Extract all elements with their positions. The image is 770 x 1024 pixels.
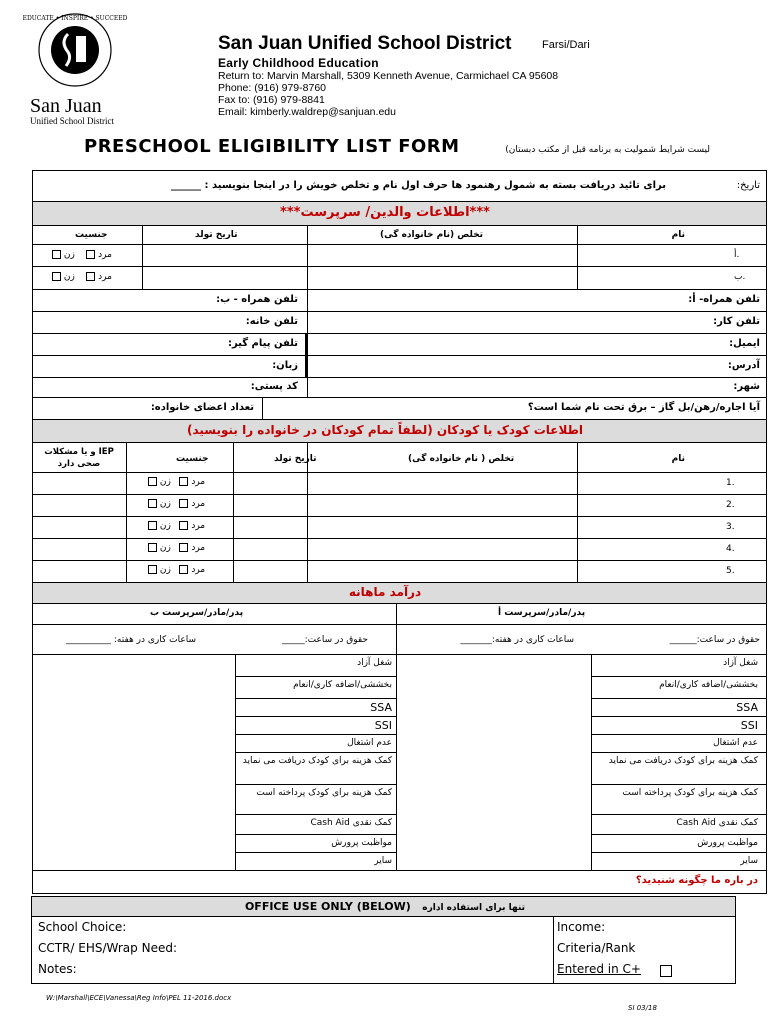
child-gender: مرد زن [148, 543, 205, 553]
parent-b-income-label: پدر/مادر/سرپرست ب [150, 608, 244, 618]
female-checkbox[interactable] [148, 521, 157, 530]
col-dob: تاریخ تولد [195, 230, 238, 240]
child-col-gender: جنسیت [176, 454, 209, 464]
female-checkbox[interactable] [52, 250, 61, 259]
office-heading: OFFICE USE ONLY (BELOW) تنها برای استفاده اداره [244, 900, 526, 913]
notes-label: Notes: [38, 962, 77, 976]
work-phone-label: تلفن کار: [713, 316, 760, 327]
child-col-dob: تاریخ تولد [274, 454, 317, 464]
child-row-number: 2. [726, 500, 735, 510]
income-a-row: بخششی/اضافه کاری/انعام [659, 680, 758, 690]
child-col-lastname: تخلص ( نام خانواده گی) [408, 454, 515, 464]
income-a-row: سایر [740, 856, 758, 866]
female-checkbox[interactable] [52, 272, 61, 281]
address-label: آدرس: [727, 360, 760, 371]
income-b-row: SSI [374, 719, 392, 732]
income-a-row: کمک هزینه برای کودک دریافت می نماید [608, 756, 758, 766]
seal-icon [22, 12, 128, 92]
income-a-row: شغل آزاد [723, 658, 758, 668]
email: Email: kimberly.waldrep@sanjuan.edu [218, 106, 396, 118]
child-gender: مرد زن [148, 477, 205, 487]
logo-subname: Unified School District [30, 116, 114, 126]
return-address: Return to: Marvin Marshall, 5309 Kenneth Avenue, Carmichael CA 95608 [218, 70, 559, 82]
wage-b: حقوق در ساعت:_____ [282, 635, 368, 645]
income-b-row: سایر [374, 856, 392, 866]
date-label: تاریخ: [736, 180, 760, 191]
child-gender: مرد زن [148, 521, 205, 531]
wage-a: حقوق در ساعت:______ [669, 635, 760, 645]
home-phone-label: تلفن خانه: [245, 316, 298, 327]
male-checkbox[interactable] [179, 499, 188, 508]
male-checkbox[interactable] [179, 477, 188, 486]
form-code: SI 03/18 [628, 1004, 657, 1012]
male-checkbox[interactable] [86, 250, 95, 259]
child-gender: مرد زن [148, 565, 205, 575]
parent-row-b: ب. [734, 272, 746, 282]
col-name: نام [671, 230, 685, 240]
email-label: ایمیل: [729, 338, 760, 349]
col-gender: جنسیت [75, 230, 108, 240]
income-a-row: کمک هزینه برای کودک پرداخته است [622, 788, 758, 798]
phone: Phone: (916) 979-8760 [218, 82, 326, 94]
income-b-row: کمک هزینه برای کودک پرداخته است [256, 788, 392, 798]
city-label: شهر: [733, 381, 760, 392]
form-title: PRESCHOOL ELIGIBILITY LIST FORM [84, 136, 460, 157]
child-gender: مرد زن [148, 499, 205, 509]
income-b-row: کمک نقدی Cash Aid [310, 818, 392, 828]
income-b-row: عدم اشتغال [347, 738, 392, 748]
office-income-label: Income: [557, 920, 606, 934]
col-lastname: تخلص (نام خانواده گی) [380, 230, 484, 240]
female-checkbox[interactable] [148, 477, 157, 486]
male-checkbox[interactable] [179, 543, 188, 552]
hear-about-us: در باره ما چگونه شنیدید؟ [635, 875, 758, 886]
file-path: W:\Marshall\ECE\Vanessa\Reg Info\PEL 11-2016.docx [46, 994, 232, 1002]
parent-a-gender: مرد زن [52, 250, 112, 260]
male-checkbox[interactable] [86, 272, 95, 281]
child-col-iep: IEP و یا مشکلات صحی دارد [44, 447, 114, 469]
school-choice-label: School Choice: [38, 920, 127, 934]
children-heading: اطلاعات کودک یا کودکان (لطفاً تمام کودکان در خانواده را بنویسید) [186, 423, 584, 437]
income-b-row: شغل آزاد [357, 658, 392, 668]
parents-heading: ***اطلاعات والدین/ سرپرست*** [280, 205, 490, 220]
program-name: Early Childhood Education [218, 56, 379, 70]
district-title: San Juan Unified School District [218, 33, 512, 54]
male-checkbox[interactable] [179, 565, 188, 574]
entered-label: Entered in C+ [557, 962, 641, 976]
language-label: Farsi/Dari [542, 39, 590, 51]
cctr-label: CCTR/ EHS/Wrap Need: [38, 941, 177, 955]
child-row-number: 3. [726, 522, 735, 532]
district-logo [22, 12, 128, 126]
pager-label: تلفن پیام گیر: [227, 338, 298, 349]
child-col-name: نام [671, 454, 685, 464]
income-b-row: بخششی/اضافه کاری/انعام [293, 680, 392, 690]
income-a-row: SSI [740, 719, 758, 732]
parent-b-gender: مرد زن [52, 272, 112, 282]
zip-label: کد پستی: [250, 381, 298, 392]
hours-b: ساعات کاری در هفته: __________ [66, 635, 196, 645]
mobile-b-label: تلفن همراه - ب: [216, 294, 298, 305]
income-b-row: مواظبت پرورش [331, 838, 392, 848]
income-b-row: SSA [370, 701, 392, 714]
income-b-row: کمک هزینه برای کودک دریافت می نماید [242, 756, 392, 766]
income-a-row: مواظبت پرورش [697, 838, 758, 848]
female-checkbox[interactable] [148, 565, 157, 574]
parent-row-a: أ. [734, 250, 740, 260]
income-a-row: عدم اشتغال [713, 738, 758, 748]
svg-text:EDUCATE • INSPIRE • SUCCEED: EDUCATE • INSPIRE • SUCCEED [22, 15, 128, 22]
income-a-row: SSA [736, 701, 758, 714]
logo-name: San Juan [30, 95, 102, 117]
child-row-number: 4. [726, 544, 735, 554]
female-checkbox[interactable] [148, 499, 157, 508]
child-row-number: 5. [726, 566, 735, 576]
hours-a: ساعات کاری در هفته:_______ [460, 635, 574, 645]
criteria-label: Criteria/Rank [557, 941, 636, 955]
language-field-label: زبان: [272, 360, 298, 371]
fax: Fax to: (916) 979-8841 [218, 94, 325, 106]
child-row-number: 1. [726, 478, 735, 488]
housing-question: آیا اجاره/رهن/بل گاز – برق تحت نام شما است؟ [527, 402, 760, 413]
initials-instruction: برای تائید دریافت بسته به شمول رهنمود ها حرف اول نام و تخلص خویش را در اینجا بنویسید : ______ [171, 180, 666, 191]
female-checkbox[interactable] [148, 543, 157, 552]
entered-checkbox[interactable] [660, 965, 672, 977]
income-a-row: کمک نقدی Cash Aid [676, 818, 758, 828]
parent-a-income-label: پدر/مادر/سرپرست أ [498, 608, 586, 618]
household-size-label: تعداد اعضای خانواده: [150, 402, 254, 413]
form-title-farsi: لیست شرایط شمولیت به برنامه قبل از مکتب دبستان) [505, 145, 710, 155]
male-checkbox[interactable] [179, 521, 188, 530]
income-heading: درآمد ماهانه [348, 585, 422, 599]
mobile-a-label: تلفن همراه- أ: [688, 294, 760, 305]
